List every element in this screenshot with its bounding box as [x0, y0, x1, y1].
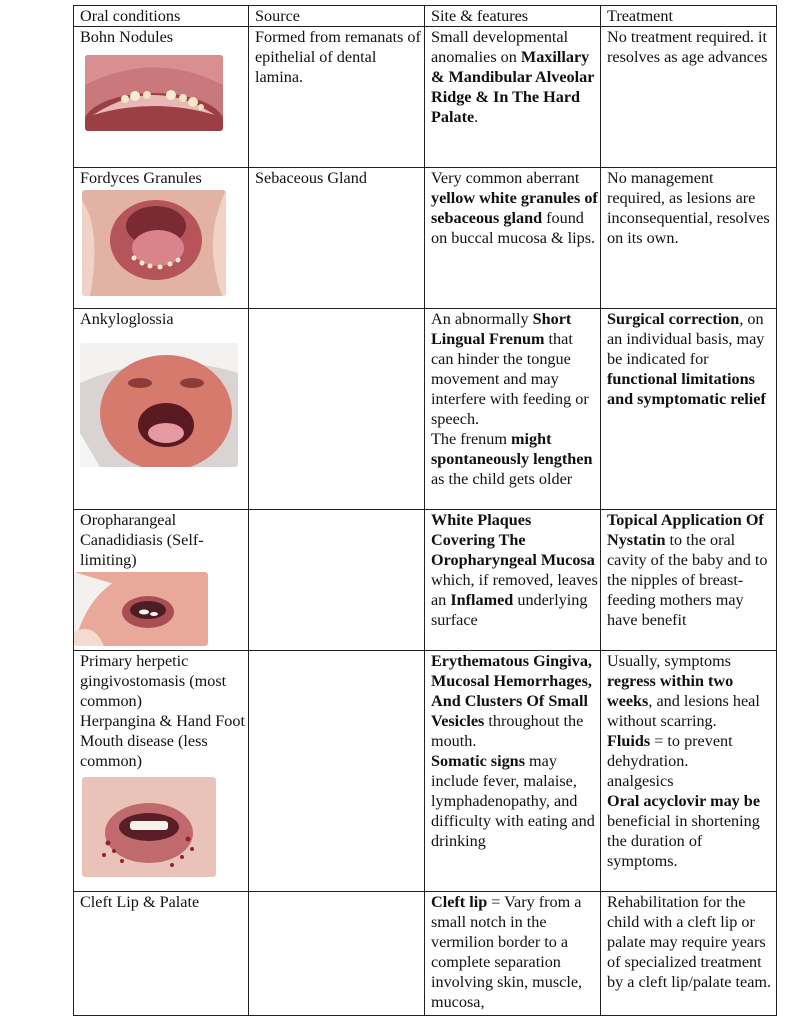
site-features-cell: Cleft lip = Vary from a small notch in the vermilion border to a complete separation involving skin, muscle, mucosa, — [425, 892, 601, 1016]
source-cell — [249, 651, 425, 892]
condition-cell — [74, 309, 249, 510]
condition-cell — [74, 651, 249, 892]
condition-name-primary: Primary herpetic gingivostomasis (most common) — [80, 652, 227, 710]
table-row — [74, 510, 777, 651]
site-features-cell: White Plaques Covering The Oropharyngeal Mucosa which, if removed, leaves an Inflamed underlying surface — [425, 510, 601, 651]
lip-granules-photo — [82, 190, 226, 296]
crying-infant-photo — [80, 343, 238, 467]
site-features-cell: Erythematous Gingiva, Mucosal Hemorrhages, And Clusters Of Small Vesicles throughout the mouth. Somatic signs may include fever, malaise, lymphadenopathy, and difficulty with eating and drinking — [425, 651, 601, 892]
condition-cell — [74, 510, 249, 651]
treatment-cell: Surgical correction, on an individual basis, may be indicated for functional limitations and symptomatic relief — [601, 309, 777, 510]
treatment-cell: Topical Application Of Nystatin to the oral cavity of the baby and to the nipples of breast-feeding mothers may have benefit — [601, 510, 777, 651]
child-lip-vesicles-photo — [82, 777, 216, 877]
infant-mouth-thrush-photo — [74, 572, 208, 646]
condition-name: Fordyces Granules — [80, 169, 202, 187]
header-source: Source — [249, 6, 425, 27]
treatment-cell: Usually, symptoms regress within two weeks, and lesions heal without scarring. Fluids = to prevent dehydration. analgesics Oral acyclovir may be beneficial in shortening the duration of symptoms. — [601, 651, 777, 892]
source-cell: Sebaceous Gland — [249, 168, 425, 309]
treatment-cell: Rehabilitation for the child with a cleft lip or palate may require years of specialized treatment by a cleft lip/palate team. — [601, 892, 777, 1016]
treatment-cell: No management required, as lesions are inconsequential, resolves on its own. — [601, 168, 777, 309]
site-features-cell: Very common aberrant yellow white granules of sebaceous gland found on buccal mucosa & lips. — [425, 168, 601, 309]
condition-cell — [74, 168, 249, 309]
oral-conditions-table — [73, 5, 777, 1016]
treatment-cell: No treatment required. it resolves as age advances — [601, 27, 777, 168]
condition-name-secondary: Herpangina & Hand Foot Mouth disease (less common) — [80, 712, 245, 770]
table-row — [74, 168, 777, 309]
header-treatment: Treatment — [601, 6, 777, 27]
header-site-features: Site & features — [425, 6, 601, 27]
condition-name: Oropharangeal Canadidiasis (Self-limiting) — [80, 511, 204, 569]
table-row — [74, 651, 777, 892]
table-row — [74, 309, 777, 510]
site-features-cell: Small developmental anomalies on Maxillary & Mandibular Alveolar Ridge & In The Hard Palate. — [425, 27, 601, 168]
header-oral-conditions: Oral conditions — [74, 6, 249, 27]
source-cell — [249, 510, 425, 651]
condition-cell — [74, 892, 249, 1016]
source-cell — [249, 892, 425, 1016]
infant-gum-nodules-photo — [85, 55, 223, 131]
condition-cell — [74, 27, 249, 168]
header-row — [74, 6, 777, 27]
condition-name: Bohn Nodules — [80, 28, 174, 46]
condition-name: Cleft Lip & Palate — [80, 893, 200, 911]
table-row — [74, 892, 777, 1016]
source-cell: Formed from remanats of epithelial of dental lamina. — [249, 27, 425, 168]
table-row — [74, 27, 777, 168]
condition-name: Ankyloglossia — [80, 310, 174, 328]
source-cell — [249, 309, 425, 510]
site-features-cell: An abnormally Short Lingual Frenum that can hinder the tongue movement and may interfere with feeding or speech. The frenum might spontaneously lengthen as the child gets older — [425, 309, 601, 510]
